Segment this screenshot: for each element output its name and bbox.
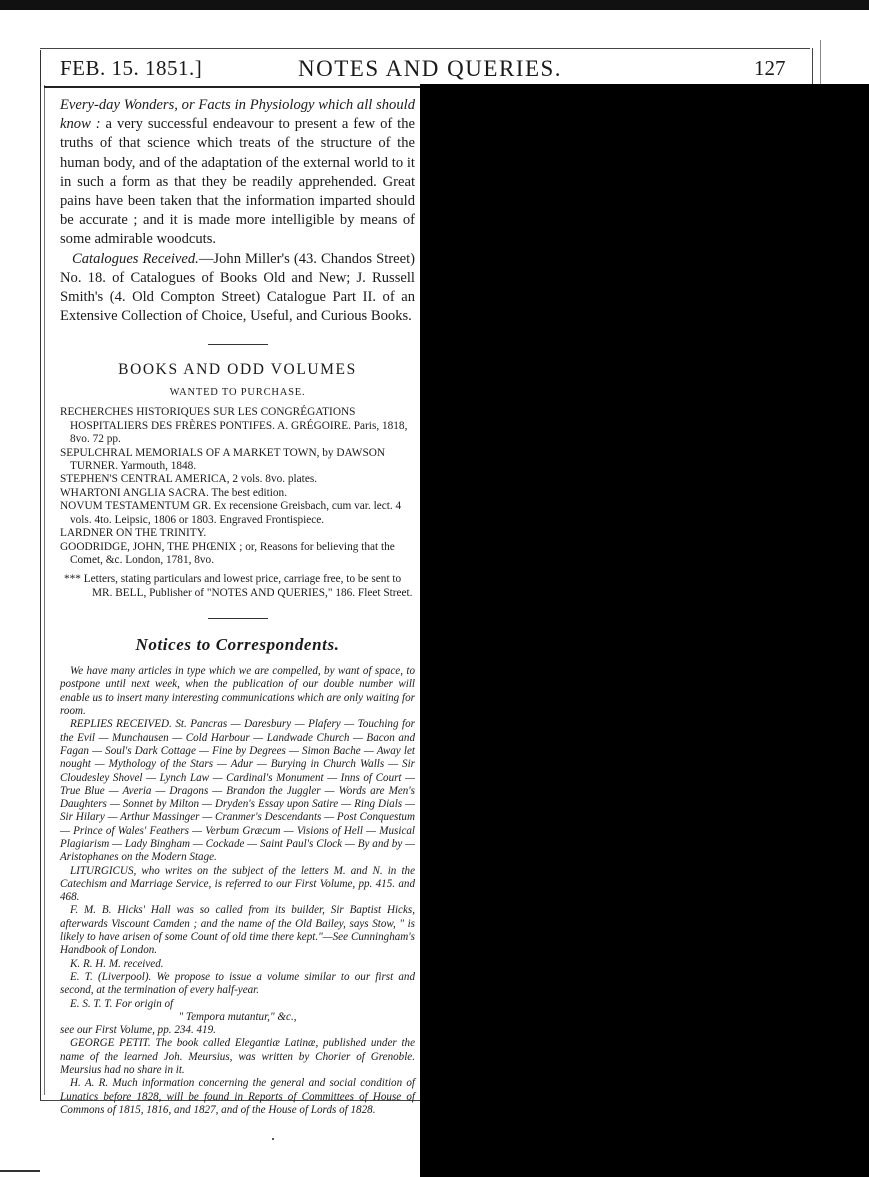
notice-paragraph: We have many articles in type which we are compelled, by want of space, to postpone until next week, when the publication of our double number will enable us to insert many interesting communications which are only waiting for room. [60,665,415,718]
page-frame-right [812,48,813,88]
notice-paragraph: E. S. T. T. For origin of [70,997,174,1010]
notice-paragraph: H. A. R. Much information concerning the general and social condition of Lunatics before 1828, will be found in Reports of Committees of House of Commons of 1815, 1816, and 1827, and of the House of Lords of 1828. [60,1077,415,1116]
scan-bottom-mark [0,1170,40,1172]
scan-top-edge [0,0,869,10]
intro-paragraph-1 [60,96,415,250]
notice-paragraph: REPLIES RECEIVED. St. Pancras — Daresbury — Plafery — Touching for the Evil — Munchausen — Cold Harbour — Landwade Church — Bacon and Fagan — Soul's Dark Cottage — Fine by Degrees — Simon Bache — Away let nought — Mythology of the Stars — Adur — Burying in Church Walls — Sir Cloudesley Shovel — Lynch Law — Cardinal's Monument — Inns of Court — True Blue — Averia — Dragons — Brandon the Juggler — Words are Men's Daughters — Sonnet by Milton — Dryden's Essay upon Satire — Ring Dials — Sir Hilary — Arthur Massinger — Cranmer's Descendants — Post Conquestum — Prince of Wales' Feathers — Verbum Græcum — Visions of Hell — Musical Plagiarism — Lady Bingham — Cockade — Saint Paul's Clock — By and by — Aristophanes on the Modern Stage. [60,718,415,864]
notices-title: Notices to Correspondents. [135,635,340,655]
section-divider [208,618,268,619]
running-header-title: NOTES AND QUERIES. [298,56,563,81]
page-frame-left [40,50,41,1100]
wanted-item: LARDNER ON THE TRINITY. [60,527,207,540]
notice-paragraph: see our First Volume, pp. 234. 419. [60,1024,216,1037]
running-header-date: FEB. 15. 1851.] [60,56,203,80]
intro-paragraph-2 [60,250,415,327]
column-rule-left [44,85,45,1095]
page-frame-top [40,48,810,49]
wanted-item: NOVUM TESTAMENTUM GR. Ex recensione Greisbach, cum var. lect. 4 vols. 4to. Leipsic, 1806 or 1803. Engraved Frontispiece. [60,500,402,526]
catalogues-received-heading: Catalogues Received. [72,250,199,267]
notice-paragraph: GEORGE PETIT. The book called Elegantiæ Latinæ, published under the name of the learned Joh. Meursius, was written by Chorier of Grenoble. Meursius had no share in it. [60,1037,415,1077]
notice-paragraph: LITURGICUS, who writes on the subject of the letters M. and N. in the Catechism and Marriage Service, is referred to our First Volume, pp. 415. and 468. [60,864,415,904]
wanted-item: STEPHEN'S CENTRAL AMERICA, 2 vols. 8vo. plates. [60,473,318,486]
page-number: 127 [754,56,786,80]
notice-paragraph: E. T. (Liverpool). We propose to issue a volume similar to our first and second, at the termination of every half-year. [60,970,415,997]
left-column [60,96,415,1117]
notice-quotation: " Tempora mutantur," &c., [178,1010,297,1023]
section-divider [208,344,268,345]
redacted-region [420,84,869,1177]
wanted-item: WHARTONI ANGLIA SACRA. The best edition. [60,486,288,499]
wanted-note: *** Letters, stating particulars and lowest price, carriage free, to be sent to MR. BELL, Publisher of "NOTES AND QUERIES," 186. Fleet Street. [64,573,413,599]
book-title-every-day-wonders: Every-day Wonders, or Facts in Physiology which all should know : [60,97,415,133]
intro-paragraph-1-text: a very successful endeavour to present a few of the truths of that science which treats of the structure of the human body, and of the adaptation of the external world to it in such a form as that they be readily apprehended. Great pains have been taken that the information imparted should be accurate ; and it is made more intelligible by means of some admirable woodcuts. [60,116,415,248]
wanted-item: RECHERCHES HISTORIQUES SUR LES CONGRÉGATIONS HOSPITALIERS DES FRÈRES PONTIFES. A. GRÉGOIRE. Paris, 1818, 8vo. 72 pp. [60,406,408,446]
notice-paragraph: K. R. H. M. received. [70,957,164,970]
intro-paragraph-2-text: —John Miller's (43. Chandos Street) No. 18. of Catalogues of Books Old and New; J. Russell Smith's (4. Old Compton Street) Catalogue Part II. of an Extensive Collection of Choice, Useful, and Curious Books. [60,250,416,325]
scan-speck [272,1138,274,1140]
wanted-item: SEPULCHRAL MEMORIALS OF A MARKET TOWN, by DAWSON TURNER. Yarmouth, 1848. [60,446,386,473]
notice-paragraph: F. M. B. Hicks' Hall was so called from its builder, Sir Baptist Hicks, afterwards Viscount Camden ; and the name of the Old Bailey, says Stow, " is likely to have arisen of some Count of old time there kept."—See Cunningham's Handbook of London. [60,904,415,957]
wanted-item: GOODRIDGE, JOHN, THE PHŒNIX ; or, Reasons for believing that the Comet, &c. London, 1781, 8vo. [60,540,395,566]
books-wanted-title: BOOKS AND ODD VOLUMES [118,361,357,379]
books-wanted-subtitle: WANTED TO PURCHASE. [169,387,306,399]
